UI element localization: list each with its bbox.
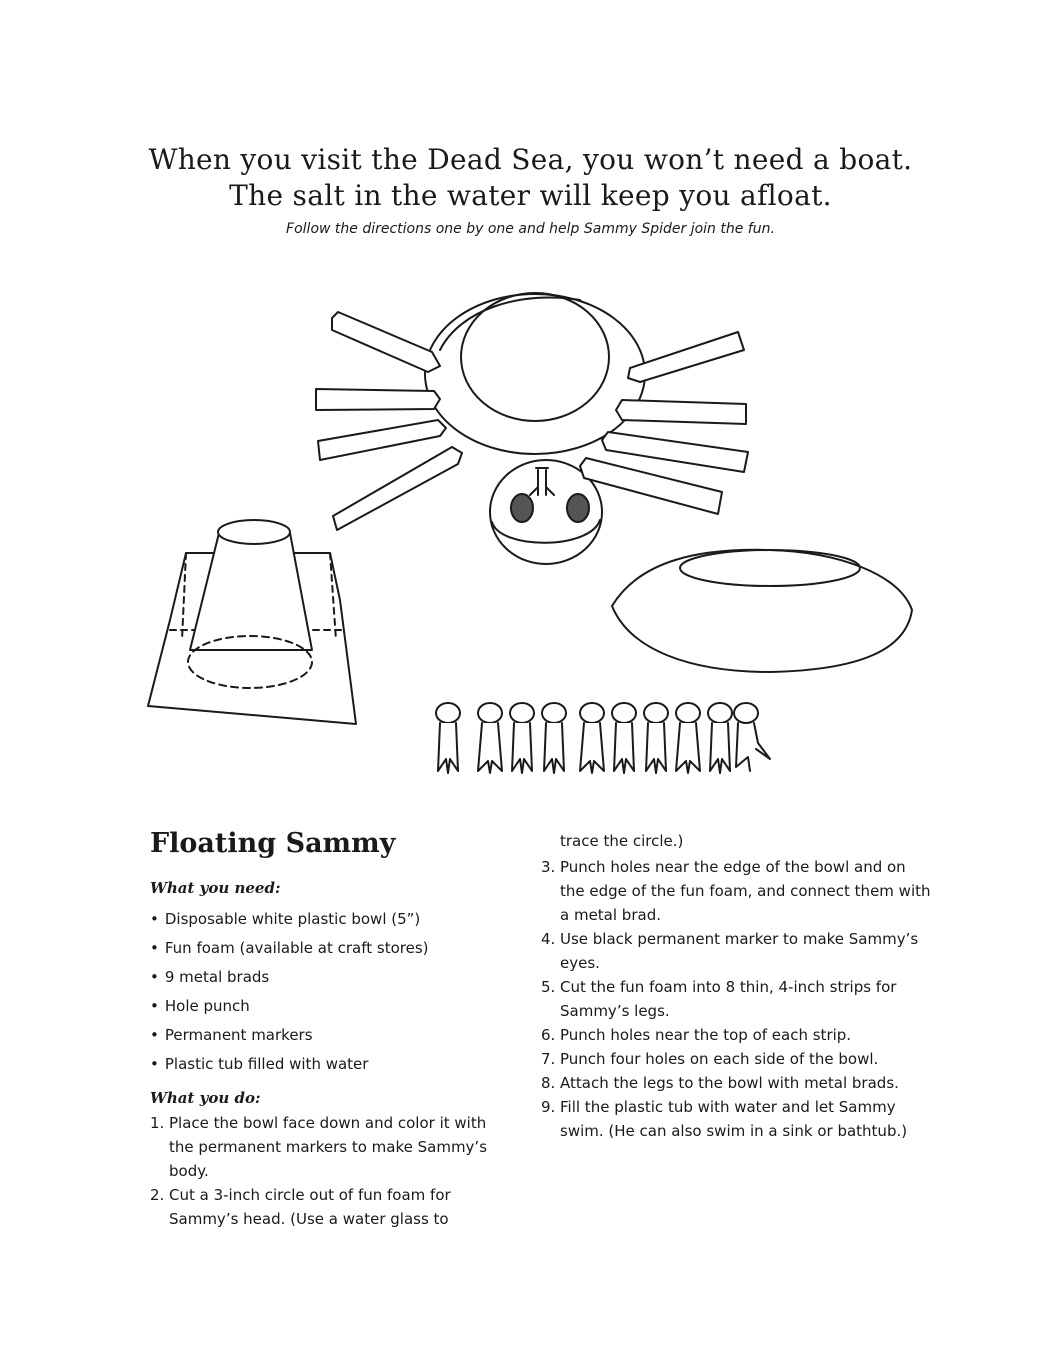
materials-item: • Plastic tub filled with water [150, 1050, 510, 1079]
materials-item: • Disposable white plastic bowl (5”) [150, 905, 510, 934]
project-title: Floating Sammy [150, 828, 396, 859]
instructions-right-column [541, 829, 931, 1143]
step-item [541, 1071, 931, 1095]
materials-list [150, 905, 510, 1079]
fun-foam-illustration [148, 520, 356, 724]
step-text: Place the bowl face down and color it with the permanent markers to make Sammy’s body. [169, 1114, 488, 1180]
step-number: 1. [150, 1114, 165, 1132]
step-continuation: trace the circle.) [560, 832, 684, 850]
steps-list-right [541, 855, 931, 1143]
step-number: 8. [541, 1074, 556, 1092]
right-legs [580, 332, 748, 514]
headline-line-2: The salt in the water will keep you afloat. [229, 179, 832, 212]
step-item [541, 855, 931, 927]
step-text: Cut the fun foam into 8 thin, 4-inch strips for Sammy’s legs. [560, 978, 897, 1020]
step-number: 2. [150, 1186, 165, 1204]
step-item [150, 1111, 510, 1183]
step-number: 6. [541, 1026, 556, 1044]
step-number: 9. [541, 1098, 556, 1116]
step-item [541, 1047, 931, 1071]
steps-list-left [150, 1111, 510, 1231]
step-item [541, 1095, 931, 1143]
materials-item: • 9 metal brads [150, 963, 510, 992]
materials-item: • Hole punch [150, 992, 510, 1021]
step-number: 3. [541, 858, 556, 876]
step-number: 5. [541, 978, 556, 996]
materials-heading: What you need: [150, 879, 281, 897]
step-text: Cut a 3-inch circle out of fun foam for Sammy’s head. (Use a water glass to [169, 1186, 451, 1228]
step-item [541, 1023, 931, 1047]
step-text: Fill the plastic tub with water and let Sammy swim. (He can also swim in a sink or bathtub.) [560, 1098, 908, 1140]
step-text: Punch four holes on each side of the bowl. [560, 1050, 879, 1068]
steps-heading: What you do: [150, 1089, 261, 1107]
left-legs [316, 312, 462, 530]
subtitle: Follow the directions one by one and help Sammy Spider join the fun. [286, 221, 775, 237]
materials-item: • Permanent markers [150, 1021, 510, 1050]
step-text: Attach the legs to the bowl with metal brads. [560, 1074, 899, 1092]
step-item [541, 927, 931, 975]
headline-line-1: When you visit the Dead Sea, you won’t need a boat. [148, 143, 913, 176]
step-number: 7. [541, 1050, 556, 1068]
metal-brads-illustration [436, 703, 770, 773]
instructions-left-column [150, 877, 510, 1231]
step-item [541, 975, 931, 1023]
step-text: Use black permanent marker to make Sammy’s eyes. [560, 930, 919, 972]
step-text: Punch holes near the top of each strip. [560, 1026, 852, 1044]
step-number: 4. [541, 930, 556, 948]
step-text: Punch holes near the edge of the bowl and on the edge of the fun foam, and connect them with a metal brad. [560, 858, 931, 924]
spider-illustration [316, 293, 748, 564]
materials-item: • Fun foam (available at craft stores) [150, 934, 510, 963]
bowl-illustration [612, 550, 912, 672]
step-item [150, 1183, 510, 1231]
